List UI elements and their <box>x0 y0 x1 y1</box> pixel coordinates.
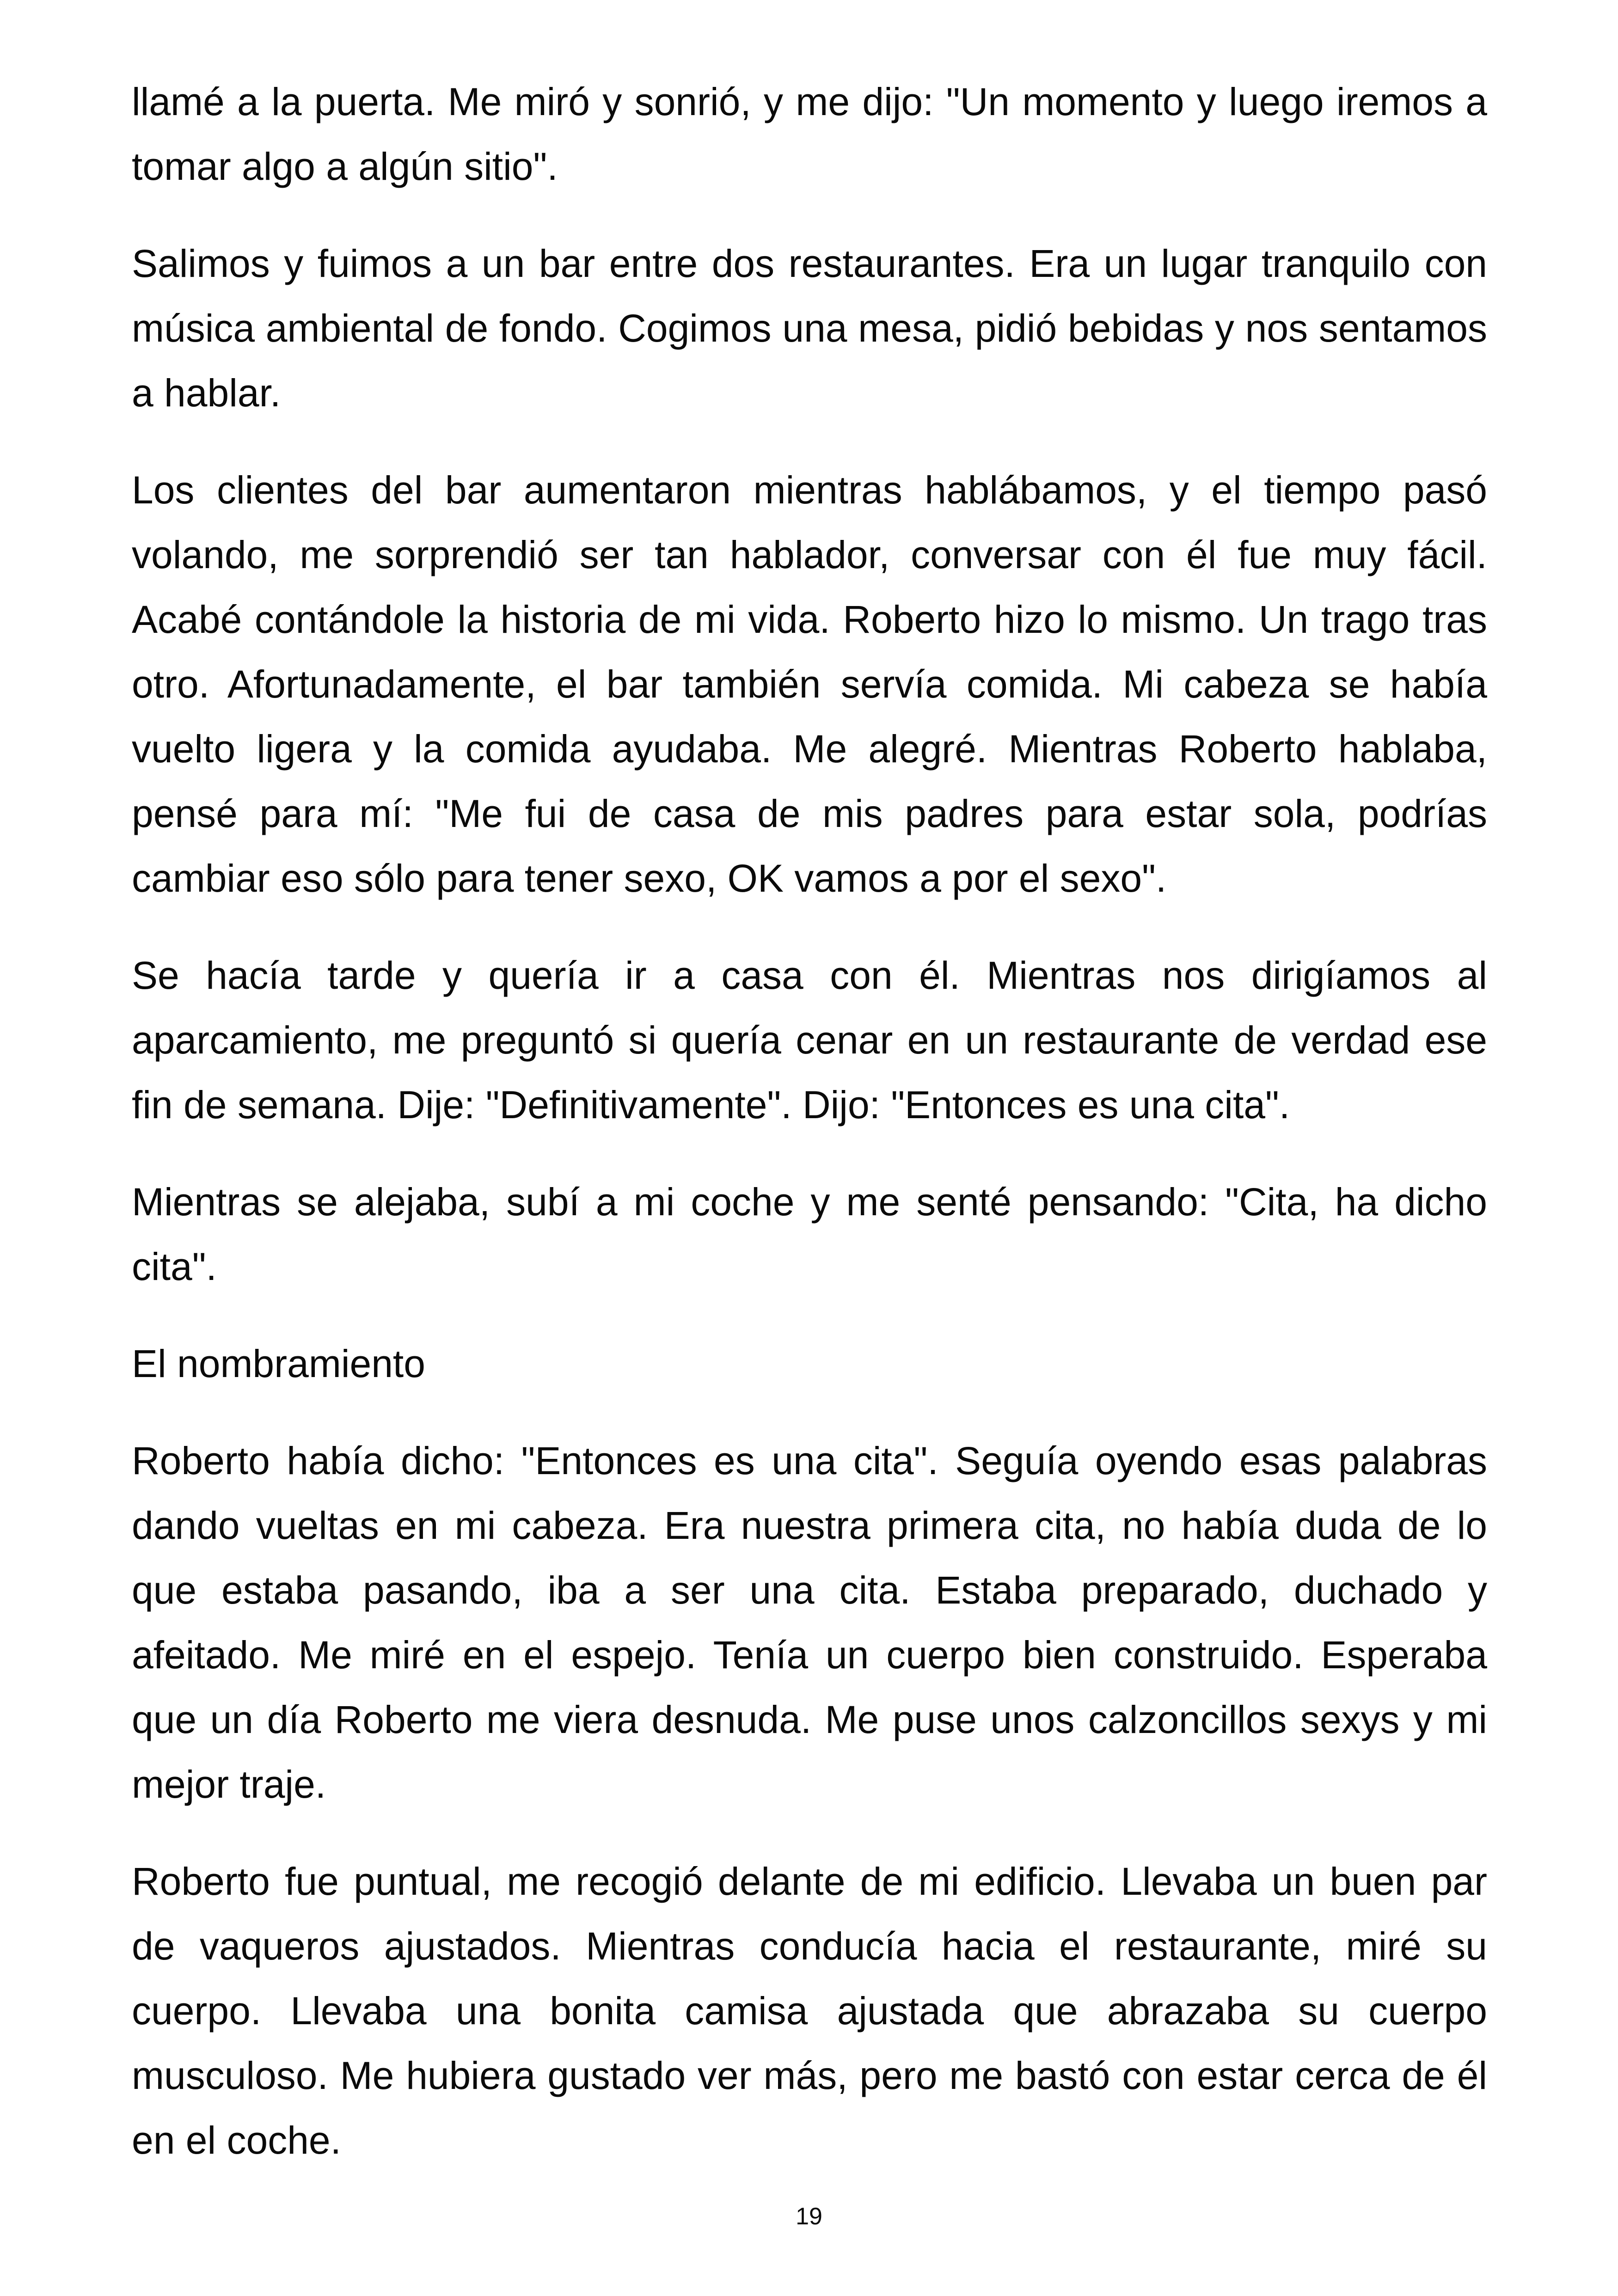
paragraph-5: Mientras se alejaba, subí a mi coche y me senté pensando: "Cita, ha dicho cita". <box>132 1180 1487 1288</box>
paragraph-4: Se hacía tarde y quería ir a casa con él. Mientras nos dirigíamos al aparcamiento, me preguntó si quería cenar en un restaurante de verdad ese fin de semana. Dije: "Definitivamente". Dijo: "Entonces es una cita". <box>132 954 1487 1127</box>
body-text <box>132 69 1487 2205</box>
section-heading: El nombramiento <box>132 1342 425 1385</box>
paragraph-6: Roberto había dicho: "Entonces es una cita". Seguía oyendo esas palabras dando vueltas en mi cabeza. Era nuestra primera cita, no había duda de lo que estaba pasando, iba a ser una cita. Estaba preparado, duchado y afeitado. Me miré en el espejo. Tenía un cuerpo bien construido. Esperaba que un día Roberto me viera desnuda. Me puse unos calzoncillos sexys y mi mejor traje. <box>132 1439 1487 1806</box>
paragraph-3: Los clientes del bar aumentaron mientras hablábamos, y el tiempo pasó volando, me sorprendió ser tan hablador, conversar con él fue muy fácil. Acabé contándole la historia de mi vida. Roberto hizo lo mismo. Un trago tras otro. Afortunadamente, el bar también servía comida. Mi cabeza se había vuelto ligera y la comida ayudaba. Me alegré. Mientras Roberto hablaba, pensé para mí: "Me fui de casa de mis padres para estar sola, podrías cambiar eso sólo para tener sexo, OK vamos a por el sexo". <box>132 468 1487 900</box>
paragraph-2: Salimos y fuimos a un bar entre dos restaurantes. Era un lugar tranquilo con música ambiental de fondo. Cogimos una mesa, pidió bebidas y nos sentamos a hablar. <box>132 242 1487 415</box>
paragraph-1: llamé a la puerta. Me miró y sonrió, y me dijo: "Un momento y luego iremos a tomar algo a algún sitio". <box>132 80 1487 188</box>
paragraph-7: Roberto fue puntual, me recogió delante de mi edificio. Llevaba un buen par de vaqueros ajustados. Mientras conducía hacia el restaurante, miré su cuerpo. Llevaba una bonita camisa ajustada que abrazaba su cuerpo musculoso. Me hubiera gustado ver más, pero me bastó con estar cerca de él en el coche. <box>132 1860 1487 2162</box>
page-number: 19 <box>796 2203 822 2230</box>
